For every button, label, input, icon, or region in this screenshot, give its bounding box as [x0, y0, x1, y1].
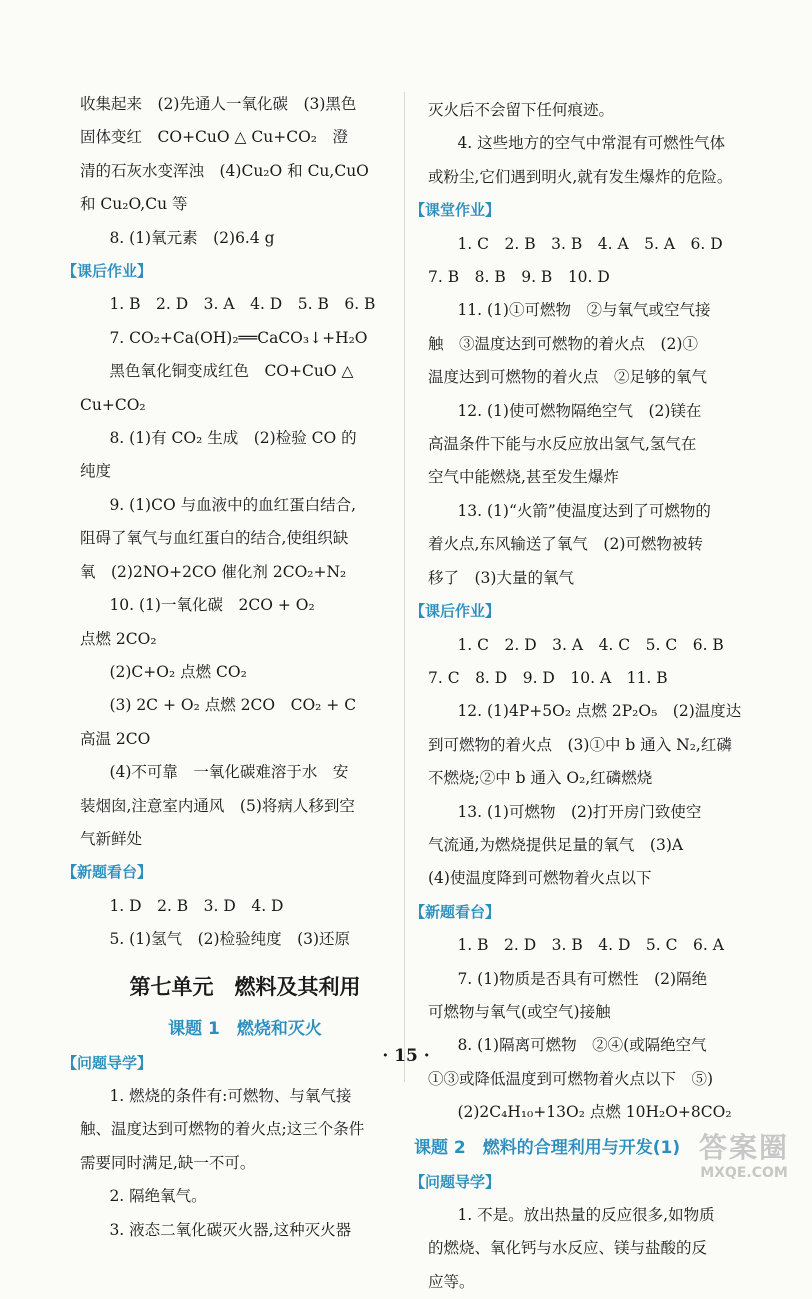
text-line: 触、温度达到可燃物的着火点;这三个条件	[80, 1120, 365, 1139]
text-line: 可燃物与氧气(或空气)接触	[428, 1002, 611, 1021]
text-line: 和 Cu₂O,Cu 等	[80, 195, 188, 214]
text-line: 到可燃物的着火点 (3)①中 b 通入 N₂,红磷	[428, 735, 732, 754]
unit-title: 第七单元 燃料及其利用	[129, 974, 361, 999]
text-line: Cu+CO₂	[80, 395, 146, 414]
section-header: 【课后作业】	[410, 602, 501, 621]
section-header: 【课后作业】	[62, 262, 153, 281]
text-line: 8. (1)隔离可燃物 ②④(或隔绝空气	[457, 1036, 707, 1055]
text-line: 1. C 2. D 3. A 4. C 5. C 6. B	[457, 635, 724, 654]
text-line: 5. (1)氢气 (2)检验纯度 (3)还原	[109, 930, 351, 949]
text-line: 13. (1)“火箭”使温度达到了可燃物的	[457, 501, 711, 520]
text-line: 收集起来 (2)先通人一氧化碳 (3)黑色	[80, 95, 357, 113]
text-line: 移了 (3)大量的氧气	[428, 568, 574, 587]
text-line: 1. D 2. B 3. D 4. D	[109, 896, 284, 915]
text-line: 点燃 2CO₂	[80, 629, 157, 648]
text-line: 13. (1)可燃物 (2)打开房门致使空	[457, 802, 702, 821]
text-line: 2. 隔绝氧气。	[109, 1187, 207, 1206]
text-line: 气新鲜处	[80, 829, 143, 848]
text-line: 7. B 8. B 9. B 10. D	[428, 268, 610, 287]
text-line: 黑色氧化铜变成红色 CO+CuO △	[109, 362, 354, 381]
text-line: 1. C 2. B 3. B 4. A 5. A 6. D	[457, 234, 723, 253]
text-line: 固体变红 CO+CuO △ Cu+CO₂ 澄	[80, 128, 348, 147]
text-line: 应等。	[428, 1272, 475, 1291]
lesson-title: 课题 2 燃料的合理利用与开发(1)	[414, 1137, 681, 1158]
column-divider	[404, 92, 405, 1082]
left-column	[62, 88, 410, 1247]
lesson-title: 课题 1 燃烧和灭火	[168, 1018, 322, 1039]
text-line: 7. C 8. D 9. D 10. A 11. B	[428, 668, 668, 687]
text-line: (2)C+O₂ 点燃 CO₂	[109, 662, 247, 681]
text-line: 的燃烧、氧化钙与水反应、镁与盐酸的反	[428, 1239, 708, 1258]
text-line: 1. 不是。放出热量的反应很多,如物质	[457, 1206, 715, 1224]
text-line: (2)2C₄H₁₀+13O₂ 点燃 10H₂O+8CO₂	[457, 1103, 732, 1122]
text-line: 1. B 2. D 3. A 4. D 5. B 6. B	[109, 295, 376, 314]
text-line: 空气中能燃烧,甚至发生爆炸	[428, 468, 619, 487]
text-line: 装烟囱,注意室内通风 (5)将病人移到空	[80, 796, 355, 815]
text-line: 7. CO₂+Ca(OH)₂══CaCO₃↓+H₂O	[109, 328, 368, 347]
text-line: 高温条件下能与水反应放出氢气,氢气在	[428, 435, 697, 454]
text-line: 1. 燃烧的条件有:可燃物、与氧气接	[109, 1086, 352, 1105]
right-column	[410, 94, 758, 1299]
section-header: 【问题导学】	[62, 1053, 153, 1072]
text-line: 纯度	[80, 462, 112, 481]
text-line: 9. (1)CO 与血液中的血红蛋白结合,	[109, 495, 357, 514]
section-header: 【新题看台】	[410, 902, 501, 921]
text-line: 温度达到可燃物的着火点 ②足够的氧气	[428, 368, 708, 387]
text-line: 高温 2CO	[80, 729, 151, 748]
text-line: 12. (1)4P+5O₂ 点燃 2P₂O₅ (2)温度达	[457, 702, 742, 721]
text-line: 着火点,东风输送了氧气 (2)可燃物被转	[428, 535, 703, 554]
section-header: 【新题看台】	[62, 863, 153, 882]
text-line: 12. (1)使可燃物隔绝空气 (2)镁在	[457, 401, 702, 420]
text-line: 灭火后不会留下任何痕迹。	[428, 101, 615, 119]
watermark	[694, 1132, 794, 1182]
text-line: (3) 2C + O₂ 点燃 2CO CO₂ + C	[109, 696, 357, 715]
text-line: 3. 液态二氧化碳灭火器,这种灭火器	[109, 1220, 352, 1239]
text-line: (4)使温度降到可燃物着火点以下	[428, 869, 652, 888]
text-line: 需要同时满足,缺一不可。	[80, 1153, 256, 1172]
text-line: ①③或降低温度到可燃物着火点以下 ⑤)	[428, 1069, 714, 1088]
text-line: 4. 这些地方的空气中常混有可燃性气体	[457, 134, 726, 153]
text-line: 不燃烧;②中 b 通入 O₂,红磷燃烧	[428, 769, 653, 788]
watermark-logo: 答案圈	[698, 1131, 789, 1164]
text-line: 10. (1)一氧化碳 2CO + O₂	[109, 596, 315, 615]
text-line: 8. (1)氧元素 (2)6.4 g	[109, 228, 275, 247]
text-line: 阻碍了氧气与血红蛋白的结合,使组织缺	[80, 529, 349, 548]
section-header: 【问题导学】	[410, 1172, 501, 1191]
text-line: 氧 (2)2NO+2CO 催化剂 2CO₂+N₂	[80, 562, 347, 581]
text-line: 清的石灰水变浑浊 (4)Cu₂O 和 Cu,CuO	[80, 161, 369, 180]
text-line: (4)不可靠 一氧化碳难溶于水 安	[109, 763, 349, 782]
text-line: 8. (1)有 CO₂ 生成 (2)检验 CO 的	[109, 429, 357, 448]
text-line: 触 ③温度达到可燃物的着火点 (2)①	[428, 334, 698, 353]
text-line: 1. B 2. D 3. B 4. D 5. C 6. A	[457, 936, 724, 955]
text-line: 11. (1)①可燃物 ②与氧气或空气接	[457, 301, 711, 320]
watermark-url: MXQE.COM	[700, 1165, 788, 1181]
page-number: · 15 ·	[382, 1046, 430, 1066]
text-line: 或粉尘,它们遇到明火,就有发生爆炸的危险。	[428, 167, 733, 186]
text-line: 7. (1)物质是否具有可燃性 (2)隔绝	[457, 969, 708, 988]
text-line: 气流通,为燃烧提供足量的氧气 (3)A	[428, 835, 684, 854]
section-header: 【课堂作业】	[410, 201, 501, 220]
